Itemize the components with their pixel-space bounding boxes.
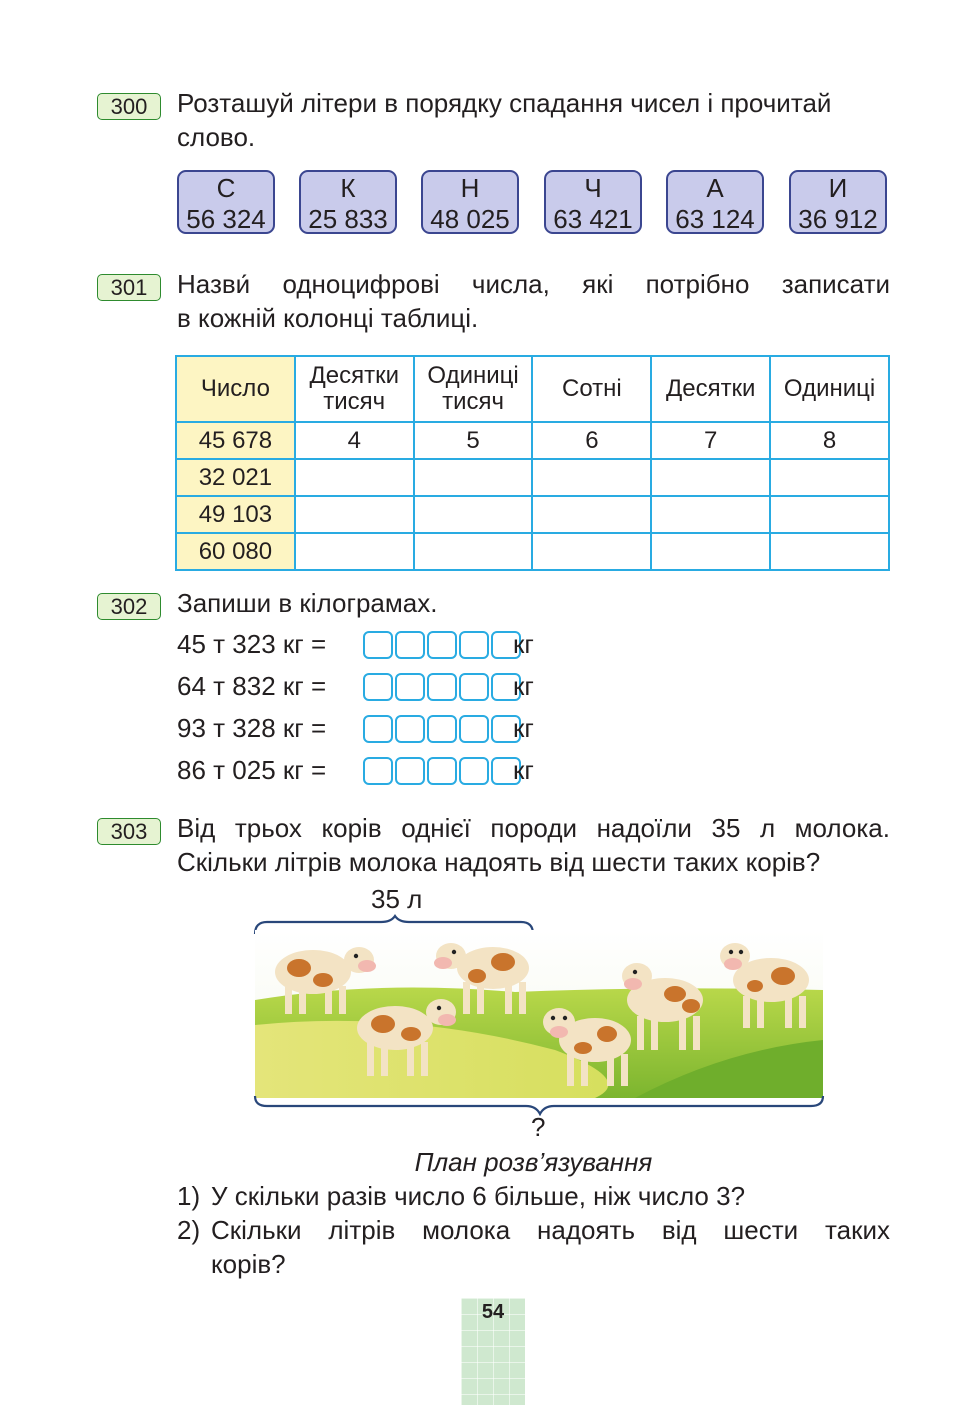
table-cell	[414, 459, 533, 496]
card-letter: Н	[460, 173, 480, 203]
letter-card	[421, 170, 519, 234]
card-number: 63 124	[675, 204, 755, 234]
table-header-cell: Десятки	[651, 356, 770, 422]
digit-box[interactable]	[427, 673, 457, 701]
task-number-302: 302	[97, 593, 161, 620]
card-number: 63 421	[553, 204, 633, 234]
digit-box[interactable]	[395, 673, 425, 701]
task-number-303: 303	[97, 818, 161, 845]
task-303-text-line1: Від трьох корів однієї породи надоїли 35 л молока.	[177, 813, 890, 843]
card-letter: К	[340, 173, 356, 203]
card-number: 56 324	[186, 204, 266, 234]
table-cell	[295, 459, 414, 496]
table-cell	[414, 533, 533, 570]
conversion-expression: 64 т 832 кг =	[177, 671, 327, 701]
cows-illustration	[255, 930, 823, 1098]
bottom-bracket-label: ?	[531, 1112, 546, 1142]
plan-item-text: У скільки разів число 6 більше, ніж число 3?	[211, 1181, 746, 1211]
digit-box[interactable]	[395, 715, 425, 743]
table-cell	[651, 496, 770, 533]
digit-box[interactable]	[395, 631, 425, 659]
letter-card	[544, 170, 642, 234]
table-header-cell: Сотні	[532, 356, 651, 422]
plan-item-number: 1)	[177, 1181, 201, 1211]
conversion-expression: 93 т 328 кг =	[177, 713, 327, 743]
plan-item-number: 2)	[177, 1215, 201, 1245]
task-301-text-line1: Назви́ одноцифрові числа, які потрібно записати	[177, 269, 890, 299]
page-number-tab	[461, 1298, 525, 1405]
letter-card	[666, 170, 764, 234]
answer-boxes[interactable]	[363, 757, 523, 785]
table-cell-number: 60 080	[176, 533, 295, 570]
conversion-expression: 45 т 323 кг =	[177, 629, 327, 659]
answer-boxes[interactable]	[363, 673, 523, 701]
task-302-text: Запиши в кілограмах.	[177, 588, 438, 618]
card-number: 36 912	[798, 204, 878, 234]
page-number: 54	[481, 1301, 505, 1323]
place-value-table	[175, 355, 890, 571]
answer-boxes[interactable]	[363, 715, 523, 743]
plan-item-text-line1: Скільки літрів молока надоять від шести таких	[211, 1215, 890, 1245]
unit-label: кг	[513, 755, 534, 785]
table-cell: 4	[295, 422, 414, 459]
table-cell	[532, 533, 651, 570]
digit-box[interactable]	[459, 631, 489, 659]
table-cell-number: 32 021	[176, 459, 295, 496]
table-cell	[532, 459, 651, 496]
digit-box[interactable]	[363, 673, 393, 701]
task-300-text: Розташуй літери в порядку спадання чисел і прочитай слово.	[177, 88, 832, 152]
digit-box[interactable]	[363, 757, 393, 785]
card-number: 25 833	[308, 204, 388, 234]
table-row	[176, 533, 889, 570]
task-303-text-line2: Скільки літрів молока надоять від шести таких корів?	[177, 847, 821, 877]
unit-label: кг	[513, 629, 534, 659]
digit-box[interactable]	[459, 757, 489, 785]
answer-boxes[interactable]	[363, 631, 523, 659]
table-header-cell: Одиниці тисяч	[414, 356, 533, 422]
table-cell	[295, 533, 414, 570]
table-header-row	[176, 356, 889, 422]
digit-box[interactable]	[427, 715, 457, 743]
table-cell	[651, 459, 770, 496]
table-cell	[414, 496, 533, 533]
card-letter: С	[216, 173, 236, 203]
digit-box[interactable]	[427, 631, 457, 659]
digit-box[interactable]	[363, 631, 393, 659]
table-cell	[295, 496, 414, 533]
digit-box[interactable]	[427, 757, 457, 785]
digit-box[interactable]	[395, 757, 425, 785]
letter-card	[789, 170, 887, 234]
unit-label: кг	[513, 671, 534, 701]
card-letter: А	[706, 173, 724, 203]
task-number-300: 300	[97, 93, 161, 120]
table-cell: 8	[770, 422, 889, 459]
table-cell	[770, 459, 889, 496]
plan-title: План розв’язування	[414, 1147, 653, 1177]
unit-label: кг	[513, 713, 534, 743]
conversion-expression: 86 т 025 кг =	[177, 755, 327, 785]
table-cell	[770, 496, 889, 533]
digit-box[interactable]	[459, 715, 489, 743]
digit-box[interactable]	[459, 673, 489, 701]
table-row	[176, 422, 889, 459]
letter-card	[299, 170, 397, 234]
table-cell: 5	[414, 422, 533, 459]
table-cell-number: 49 103	[176, 496, 295, 533]
plan-item	[177, 1213, 890, 1281]
table-header-cell: Десятки тисяч	[295, 356, 414, 422]
letter-card	[177, 170, 275, 234]
table-row	[176, 496, 889, 533]
card-letter: И	[828, 173, 848, 203]
card-number: 48 025	[430, 204, 510, 234]
plan-item	[177, 1179, 890, 1213]
plan-item-text-line2: корів?	[211, 1249, 286, 1279]
top-bracket-label: 35 л	[371, 884, 423, 914]
task-number-301: 301	[97, 274, 161, 301]
task-301-text-line2: в кожній колонці таблиці.	[177, 303, 479, 333]
table-cell	[770, 533, 889, 570]
table-cell-number: 45 678	[176, 422, 295, 459]
card-letter: Ч	[584, 173, 602, 203]
digit-box[interactable]	[363, 715, 393, 743]
table-cell: 6	[532, 422, 651, 459]
table-header-cell: Одиниці	[770, 356, 889, 422]
table-cell	[532, 496, 651, 533]
table-header-cell: Число	[176, 356, 295, 422]
table-cell	[651, 533, 770, 570]
table-row	[176, 459, 889, 496]
table-cell: 7	[651, 422, 770, 459]
